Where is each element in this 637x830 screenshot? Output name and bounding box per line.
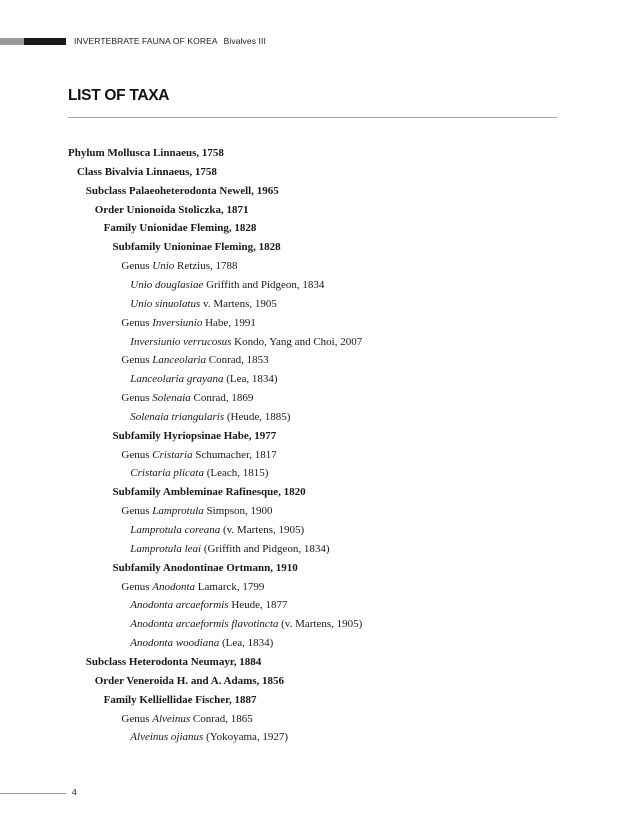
taxon-scientific-name: Unio douglasiae (130, 278, 204, 291)
taxon-row (130, 542, 329, 556)
taxon-authority: Conrad, 1869 (190, 392, 254, 405)
running-header-title: INVERTEBRATE FAUNA OF KOREA (74, 36, 218, 46)
taxon-scientific-name: Lamprotula coreana (130, 524, 221, 536)
footer-rule (0, 793, 66, 794)
taxon-authority: (v. Martens, 1905) (278, 618, 363, 631)
taxon-row (130, 335, 362, 349)
taxon-scientific-name: Anodonta arcaeformis (130, 599, 229, 612)
taxon-scientific-name: Cristaria plicata (130, 467, 204, 480)
taxon-name: Subclass Palaeoheterodonta Newell, 1965 (85, 184, 279, 197)
taxon-row (104, 221, 257, 235)
taxon-scientific-name: Solenaia triangularis (130, 410, 225, 423)
taxon-name: Subfamily Hyriopsinae Habe, 1977 (112, 429, 277, 442)
taxon-name: Class Bivalvia Linnaeus, 1758 (76, 165, 217, 178)
taxon-row (113, 485, 306, 499)
taxon-scientific-name: Unio sinuolatus (130, 297, 201, 310)
taxon-name: Order Unionoida Stoliczka, 1871 (94, 203, 249, 216)
taxon-row (121, 712, 252, 726)
taxon-scientific-name: Lanceolaria grayana (130, 373, 224, 386)
taxon-authority: (Heude, 1885) (224, 410, 291, 423)
taxon-authority: (v. Martens, 1905) (220, 524, 305, 536)
taxon-authority: Lamarck, 1799 (195, 580, 265, 593)
running-header (74, 36, 266, 46)
taxon-name: Subclass Heterodonta Neumayr, 1884 (85, 655, 262, 668)
taxon-scientific-name: Anodonta arcaeformis flavotincta (130, 618, 279, 631)
taxon-name: Subfamily Ambleminae Rafinesque, 1820 (112, 486, 306, 499)
taxon-scientific-name: Solenaia (152, 392, 191, 405)
taxon-row (130, 523, 304, 537)
taxon-authority: Heude, 1877 (228, 599, 288, 612)
header-bar-dark (24, 38, 66, 45)
taxon-row (130, 278, 324, 292)
taxon-scientific-name: Anodonta (152, 580, 196, 593)
taxon-row (121, 504, 272, 518)
taxon-scientific-name: Unio (152, 260, 175, 273)
taxon-row (113, 240, 281, 254)
title-divider (68, 117, 557, 118)
taxon-rank: Genus (121, 392, 153, 405)
taxon-authority: Griffith and Pidgeon, 1834 (203, 278, 325, 291)
taxon-row (121, 353, 268, 367)
taxon-authority: (Leach, 1815) (203, 467, 269, 480)
taxon-scientific-name: Inversiunio (152, 316, 203, 329)
page-title: LIST OF TAXA (68, 87, 170, 104)
taxon-row (130, 410, 290, 424)
taxon-row (130, 372, 277, 386)
taxon-rank: Genus (121, 712, 153, 725)
taxon-row (130, 297, 277, 311)
taxon-row (68, 146, 224, 160)
taxon-scientific-name: Anodonta woodiana (130, 637, 220, 650)
taxon-authority: (Lea, 1834) (219, 637, 274, 650)
taxon-row (121, 316, 255, 330)
taxon-row (130, 466, 268, 480)
taxon-rank: Genus (121, 316, 153, 329)
taxon-authority: Simpson, 1900 (203, 505, 273, 518)
taxon-authority: Conrad, 1853 (206, 354, 269, 367)
taxon-authority: v. Martens, 1905 (200, 297, 277, 310)
taxon-rank: Genus (121, 580, 153, 593)
taxon-scientific-name: Alveinus ojianus (130, 731, 204, 744)
taxon-name: Phylum Mollusca Linnaeus, 1758 (68, 147, 224, 159)
taxon-row (95, 203, 249, 217)
taxon-name: Subfamily Anodontinae Ortmann, 1910 (112, 561, 298, 574)
taxon-scientific-name: Inversiunio verrucosus (130, 335, 232, 348)
taxon-rank: Genus (121, 505, 153, 518)
taxon-name: Family Kelliellidae Fischer, 1887 (103, 693, 257, 706)
taxon-scientific-name: Cristaria (152, 448, 193, 461)
taxon-row (130, 598, 287, 612)
taxon-row (121, 259, 237, 273)
taxon-authority: Kondo, Yang and Choi, 2007 (231, 335, 363, 348)
taxon-rank: Genus (121, 260, 153, 273)
taxon-authority: (Lea, 1834) (223, 373, 278, 386)
taxon-rank: Genus (121, 448, 153, 461)
taxon-scientific-name: Alveinus (152, 712, 191, 725)
taxon-authority: Retzius, 1788 (174, 260, 238, 273)
taxon-row (86, 655, 261, 669)
page-number: 4 (72, 787, 77, 797)
taxon-name: Family Unionidae Fleming, 1828 (103, 222, 257, 235)
taxon-authority: (Yokoyama, 1927) (203, 731, 289, 744)
taxon-row (77, 165, 217, 179)
taxon-row (121, 391, 253, 405)
taxon-row (86, 184, 279, 198)
taxon-name: Subfamily Unioninae Fleming, 1828 (112, 241, 281, 254)
taxon-row (113, 561, 298, 575)
taxon-name: Order Veneroida H. and A. Adams, 1856 (94, 674, 285, 687)
taxon-row (121, 448, 276, 462)
running-header-subtitle: Bivalves III (223, 36, 266, 46)
header-bar-light (0, 38, 24, 45)
taxon-row (104, 693, 257, 707)
taxon-row (130, 617, 362, 631)
taxon-rank: Genus (121, 354, 153, 367)
taxon-row (130, 730, 288, 744)
taxon-authority: Schumacher, 1817 (192, 448, 277, 461)
taxon-row (130, 636, 273, 650)
taxon-row (113, 429, 277, 443)
taxon-scientific-name: Lanceolaria (152, 354, 207, 367)
taxon-authority: Habe, 1991 (202, 316, 256, 329)
taxon-authority: Conrad, 1865 (190, 712, 253, 725)
taxon-authority: (Griffith and Pidgeon, 1834) (201, 542, 330, 555)
taxon-scientific-name: Lamprotula (152, 505, 204, 518)
taxon-row (121, 580, 264, 594)
taxon-row (95, 674, 284, 688)
taxon-scientific-name: Lamprotula leai (130, 542, 202, 555)
